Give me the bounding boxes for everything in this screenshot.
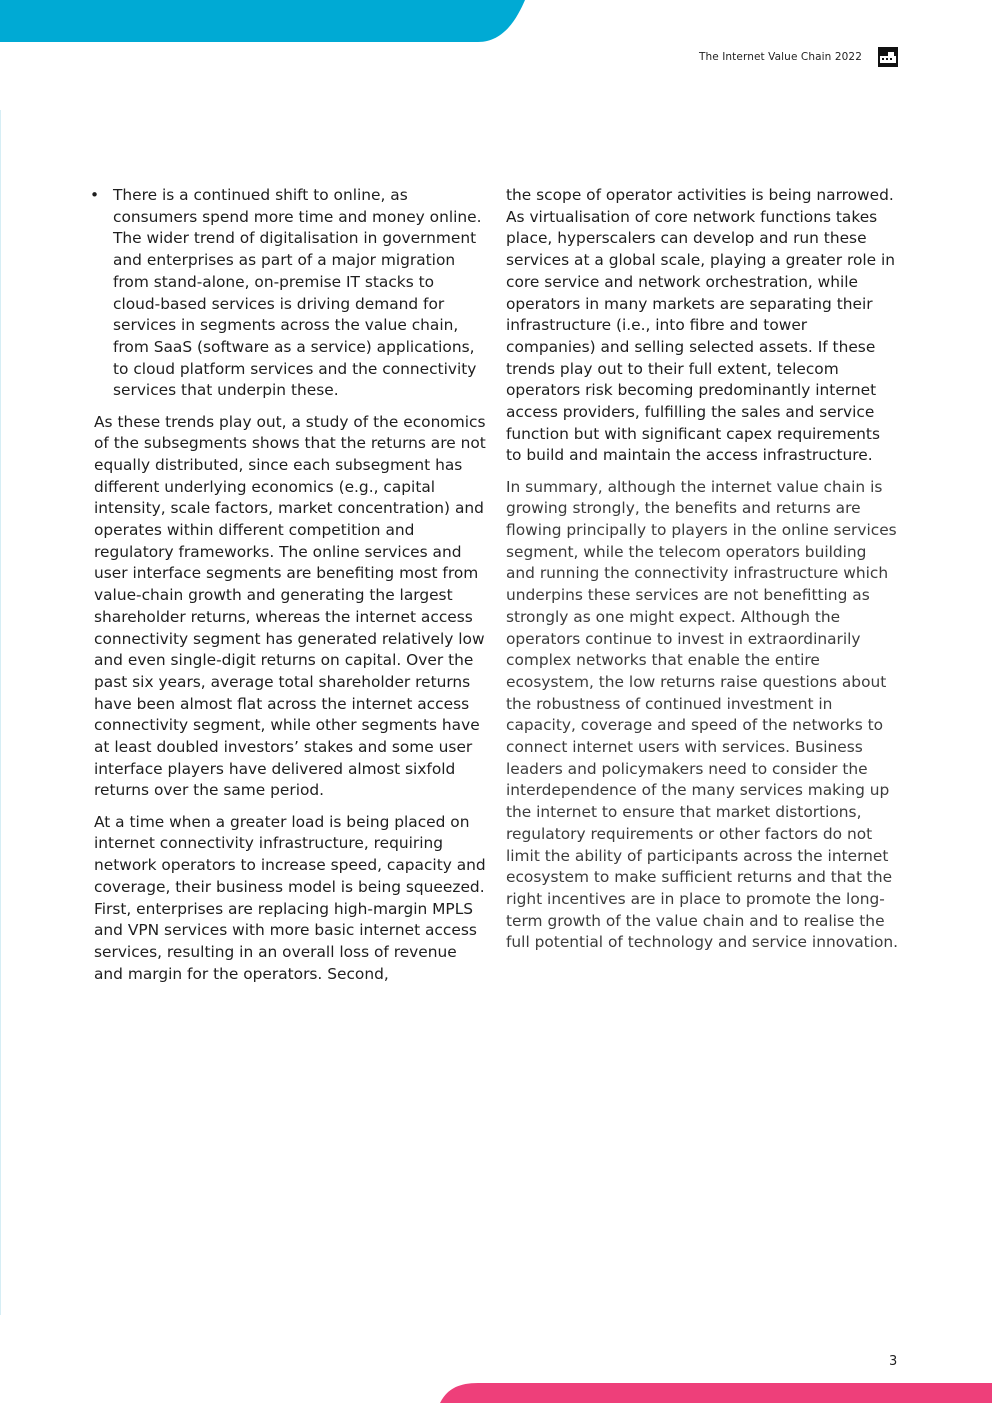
document-title: The Internet Value Chain 2022 <box>698 51 862 63</box>
paragraph-operator-scope: the scope of operator activities is being narrowed. As virtualisation of core network functions takes place, hyperscalers can develop and run these services at a global scale, playing a greater role in core service and network orchestration, while operators in many markets are separating their infrastructure (i.e., into fibre and tower companies) and selling selected assets. If these trends play out to their full extent, telecom operators risk becoming predominantly internet access providers, fulfilling the sales and service function but with significant capex requirements to build and maintain the access infrastructure. <box>506 186 896 465</box>
left-margin-rule <box>0 110 1 1315</box>
building-logo-icon <box>878 47 898 67</box>
bullet-mark: • <box>90 186 100 204</box>
left-text-column <box>90 185 486 995</box>
paragraph-summary: In summary, although the internet value chain is growing strongly, the benefits and returns are flowing principally to players in the online services segment, while the telecom operators building and running the connectivity infrastructure which underpins these services are not benefitting as strongly as one might expect. Although the operators continue to invest in extraordinarily complex networks that enable the entire ecosystem, the low returns raise questions about the robustness of continued investment in capacity, coverage and speed of the networks to connect internet users with services. Business leaders and policymakers need to consider the interdependence of the many services making up the internet to ensure that market distortions, regulatory requirements or other factors do not limit the ability of participants across the internet ecosystem to make sufficient returns and that the right incentives are in place to promote the long-term growth of the value chain and to realise the full potential of technology and service innovation. <box>506 477 899 952</box>
right-text-column <box>506 185 900 964</box>
bullet-text: There is a continued shift to online, as consumers spend more time and money online. The wider trend of digitalisation in government and enterprises as part of a major migration from stand-alone, on-premise IT stacks to cloud-based services is driving demand for services in segments across the value chain, from SaaS (software as a service) applications, to cloud platform services and the connectivity services that underpin these. <box>113 186 482 400</box>
top-banner <box>0 0 525 42</box>
paragraph-economics: As these trends play out, a study of the economics of the subsegments shows that the returns are not equally distributed, since each subsegment has different underlying economics (e.g., capital intensity, scale factors, market concentration) and operates within different competition and regulatory frameworks. The online services and user interface segments are benefiting most from value-chain growth and generating the largest shareholder returns, whereas the internet access connectivity segment has generated relatively low and even single-digit returns on capital. Over the past six years, average total shareholder returns have been almost flat across the internet access connectivity segment, while other segments have at least doubled investors’ stakes and some user interface players have delivered almost sixfold returns over the same period. <box>94 412 486 800</box>
bullet-item <box>90 185 486 402</box>
page-number: 3 <box>889 1354 898 1369</box>
paragraph-business-model: At a time when a greater load is being placed on internet connectivity infrastructure, requiring network operators to increase speed, capacity and coverage, their business model is being squeezed. First, enterprises are replacing high-margin MPLS and VPN services with more basic internet access services, resulting in an overall loss of revenue and margin for the operators. Second, <box>94 812 486 983</box>
bottom-banner <box>440 1383 992 1403</box>
